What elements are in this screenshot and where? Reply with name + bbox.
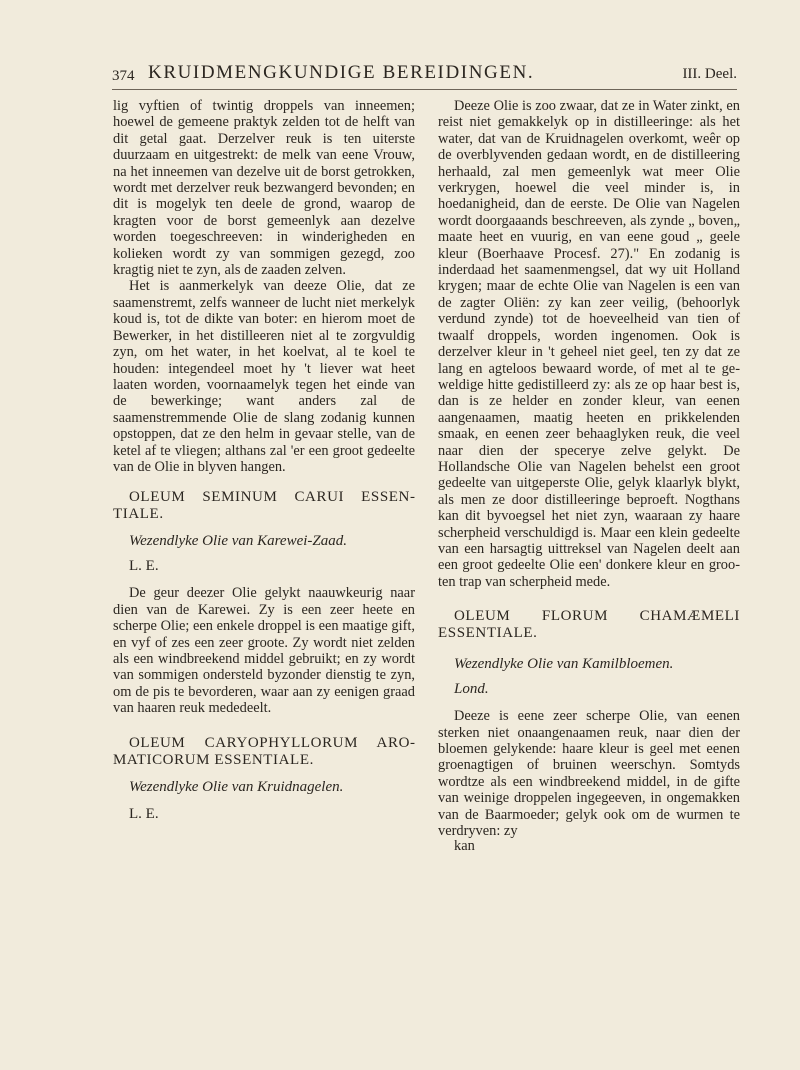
volume-part: III. Deel. [682,66,737,82]
paragraph: De geur deezer Olie gelykt naauwkeurig naar dien van de Karewei. Zy is een zeer heete en scherpe Olie; een enkele droppel is een maatige gift, en vyf of zes een zeer groote. Zy wordt niet zelden als een windbreekend middel gebruikt; en zy wordt van sommigen ondersteld byzonder dienstig te zyn, om de pis te bevorderen, waar aan zy eenigen graad van haaren reuk mededeelt. [113,585,415,717]
running-title: KRUIDMENGKUNDIGE BEREIDINGEN. [148,62,535,83]
section-heading: OLEUM FLORUM CHAMÆMELI ESSENTIALE. [438,608,740,642]
paragraph: Deeze Olie is zoo zwaar, dat ze in Water zinkt, en reist niet gemakkelyk op in distilleeringe: als het water, dat van de Kruidnagelen overkomt, weêr op de overblyvenden gedaan wordt, en de distilleering herhaald, zal men gemeenlyk wat meer Olie verkrygen, hoewel die veel minder is, in hoedanigheid, dan de eerste. De Olie van Nagelen wordt doorgaaands beschreeven, als zynde „ boven„ maate heet en vuurig, en van eene goud „ geele kleur (Boerhaave Procesf. 27)." En zodanig is inderdaad het saamenmengsel, dat wy uit Holland krygen; maar de echte Olie van Nagelen is een van de zagter Oliën: zy kan zeer veilig, (behoorlyk verdund zynde) tot de hoeveelheid van tien of twaalf droppels, worden ingenomen. Ook is derzelver kleur in 't geheel niet geel, ten zy dat ze lang en agteloos bewaard worde, of met al te geweldige hitte gedistilleerd zy: als ze op haar best is, dan is ze helder en zonder kleur, van eenen aangenaamen, maatig heeten en prikkelenden smaak, en eenen zeer behaaglyken reuk, die veel naar dien der speceryе zelve gelykt. De Hollandsche Olie van Nagelen behelst een groot gedeelte van uitgeperste Olie, gelyk klaarlyk blykt, als men ze door distilleeringe beproeft. Nogthans kan dit byvoegsel het niet zyn, waaraan zy haare scherpheid verschuldigd is. Maar een klein gedeelte van een harsagtig uittreksel van Nagelen deelt aan een groot gedeelte Olie een' donkere kleur en grooten trap van scherpheid mede. [438,98,740,590]
header-rule [112,89,737,90]
right-column [438,98,740,853]
section-subtitle: Wezendlyke Olie van Kruidnagelen. [129,778,344,795]
paragraph: lig vyftien of twintig droppels van inneemen; hoewel de gemeene praktyk zelden tot de helft van dit getal gaat. Derzelver reuk is ten uiterste duurzaam en uitgestrekt: de melk van eene Vrouw, na het inneemen van dezelve uit de borst getrokken, wordt met derzelver reuk bezwangerd bevonden; en dit is mogelyk ten deele de grond, waarop de kragten voor de borst gemeenlyk aan dezelve worden toegeschreeven: in winderigheden en kolieken wordt zy van sommigen gezegd, zoo kragtig niet te zyn, als de zaaden zelven. [113,98,415,279]
paragraph: Het is aanmerkelyk van deeze Olie, dat ze saamenstremt, zelfs wanneer de lucht niet merkelyk koud is, tot de dikte van boter: en hierom moet de Bewerker, in het distilleeren niet al te zorgvuldig zyn, om het water, in het koelvat, al te koel te houden: integendeel moet hy 't liever wat heet laaten worden, voornaamelyk tegen het einde van de bewerkinge; want anders zal de saamenstremmende Olie de slang zodanig kunnen opstoppen, dat ze den helm in gevaar stelle, van de ketel af te vliegen; althans zal 'er een groot gedeelte van de Olie in blyven hangen. [113,278,415,475]
section-heading: OLEUM CARYOPHYLLORUM AROMATICORUM ESSENTIALE. [113,734,415,768]
catchword: kan [454,838,475,855]
section-authority: L. E. [129,805,159,822]
section-authority: Lond. [454,681,489,698]
section-subtitle: Wezendlyke Olie van Karewei-Zaad. [129,533,348,550]
left-column [113,98,415,823]
section-heading: OLEUM SEMINUM CARUI ESSENTIALE. [113,489,415,523]
paragraph: Deeze is eene zeer scherpe Olie, van eenen sterken niet onaangenaamen reuk, naar dien der bloemen gelykende: haare kleur is geel met eenen groenagtigen of bruinen weerschyn. Somtyds wordtze als een windbreekend middel, in de gifte van weinige droppelen ingegeeven, in ongemakken van de Baarmoeder; gelyk ook om de wurmen te verdryven: zy [438,708,740,840]
page-number: 374 [112,68,135,84]
running-header [112,62,737,92]
section-authority: L. E. [129,558,159,575]
section-subtitle: Wezendlyke Olie van Kamilbloemen. [454,656,674,673]
